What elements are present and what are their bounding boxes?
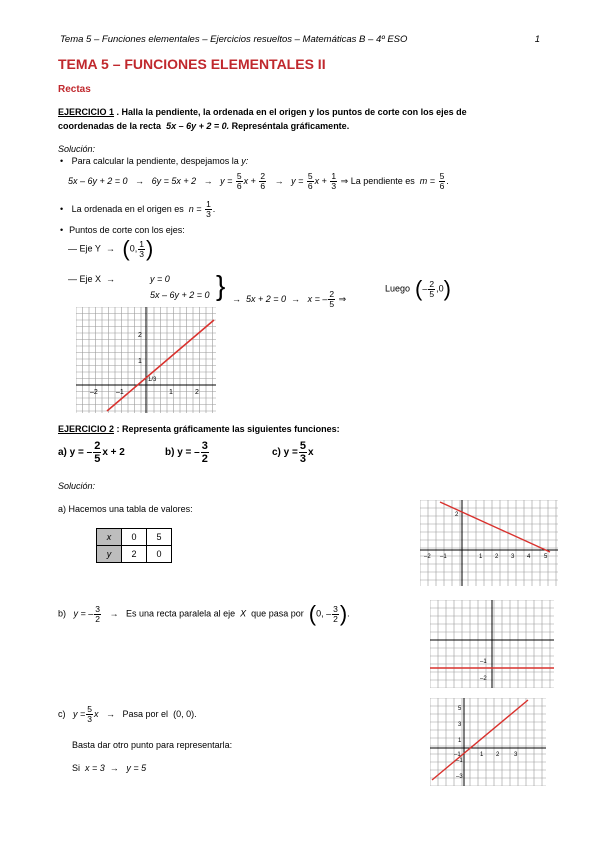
- ex1-solution-label: Solución:: [58, 144, 96, 154]
- ex2-b-text: Es una recta paralela al eje: [126, 608, 236, 619]
- ex2-c-text: Pasa por el: [122, 708, 169, 719]
- ex1-luego-text: Luego: [385, 283, 411, 294]
- ex1-statement: [58, 107, 467, 117]
- ex2-b-eq: y = –: [73, 608, 94, 619]
- ex1-s2: 6y = 5x + 2: [151, 175, 197, 186]
- ex2-fc: c) y = $\frac{5}{3}$ x: [272, 440, 314, 465]
- tick-x: –2: [424, 554, 431, 560]
- ex2-c-point: (0, 0).: [173, 708, 197, 719]
- header-text: Tema 5 – Funciones elementales – Ejercicios resueltos – Matemáticas B – 4º ESO: [60, 34, 408, 45]
- ex2-fa-label: a) y = –: [58, 447, 93, 459]
- line-a: [440, 502, 550, 552]
- tick-y: –3: [456, 774, 463, 780]
- ex2-c-prefix: c): [58, 708, 66, 719]
- tick-y: –2: [480, 676, 487, 682]
- ex2-fa-tail: x + 2: [102, 447, 125, 459]
- ex2-c: c) y = $\frac{5}{3}$ x → Pasa por el (0, 0).: [58, 704, 197, 724]
- tick-x: –1: [440, 554, 447, 560]
- table-cell: 5: [147, 529, 172, 546]
- ex1-eje-y-label: — Eje Y: [68, 243, 101, 254]
- ex1-b1: Para calcular la pendiente, despejamos la: [71, 156, 239, 166]
- ex1-equation: 5x – 6y + 2 = 0.: [166, 121, 230, 131]
- table-cell: 0: [122, 529, 147, 546]
- frac-n: $\frac{1}{3}$: [206, 199, 211, 219]
- values-table: [96, 528, 172, 563]
- page-title: TEMA 5 – FUNCIONES ELEMENTALES II: [58, 56, 326, 72]
- ex2-statement-text: : Representa gráficamente las siguientes funciones:: [114, 424, 340, 434]
- table-row: [97, 529, 172, 546]
- ex2-c-si: Si x = 3 → y = 5: [72, 763, 147, 773]
- ex1-graph: [76, 307, 216, 413]
- tick-x: 1: [480, 752, 484, 758]
- ex1-s1: 5x – 6y + 2 = 0: [68, 175, 128, 186]
- tick-y: 5: [458, 706, 462, 712]
- tick-x: –1: [454, 752, 461, 758]
- ex1-slope-text: La pendiente es: [350, 175, 415, 186]
- ex2-fa: a) y = – $\frac{2}{5}$ x + 2: [58, 440, 125, 465]
- ex1-b1-var: y:: [241, 156, 249, 166]
- tick-y: 2: [455, 512, 459, 518]
- tick-x: 4: [527, 554, 531, 560]
- ex2-b: b) y = – $\frac{3}{2}$ → Es una recta paralela al eje X que pasa por (0, – $\frac{3}{2}$ ).: [58, 601, 350, 626]
- ex1-eje-y: — Eje Y → (0, $\frac{1}{3}$ ): [68, 236, 154, 261]
- ex2-label: EJERCICIO 2: [58, 424, 115, 434]
- ex2-c-tail: x: [94, 708, 99, 719]
- ex1-statement-2a: coordenadas de la recta: [58, 121, 162, 131]
- ex1-sys1: y = 0: [150, 274, 170, 284]
- ex2-c-si-label: Si: [72, 763, 81, 773]
- frac-5-6: $\frac{5}{6}$: [236, 171, 242, 191]
- ex1-b2: La ordenada en el origen es: [71, 203, 184, 214]
- ex1-resolution: → 5x + 2 = 0 → x = – $\frac{2}{5}$ ⇒: [232, 289, 347, 309]
- ex1-label: EJERCICIO 1: [58, 107, 115, 117]
- ex1-bullet-3: • Puntos de corte con los ejes:: [60, 225, 185, 235]
- tick-y: 1: [458, 738, 462, 744]
- ex2-b-axis: X: [240, 608, 247, 619]
- table-cell: 0: [147, 546, 172, 563]
- ex1-n: n =: [188, 203, 202, 214]
- ex2-a-text: a) Hacemos una tabla de valores:: [58, 504, 193, 514]
- frac-m: $\frac{5}{6}$: [439, 171, 445, 191]
- ex2-c-text2: Basta dar otro punto para representarla:: [72, 740, 233, 750]
- tick-y-1: 1: [138, 358, 142, 365]
- tick-x: 2: [495, 554, 499, 560]
- tick-x-m1: –1: [116, 389, 124, 396]
- tick-x: 3: [511, 554, 515, 560]
- ex1-ejex: — Eje X: [68, 274, 102, 284]
- tick-x-1: 1: [169, 389, 173, 396]
- tick-y-1-3: 1/3: [148, 377, 157, 383]
- ex1-eje-x-label: — Eje X →: [68, 274, 116, 284]
- frac-2-6: $\frac{2}{6}$: [260, 171, 266, 191]
- ex2-statement: [58, 424, 340, 434]
- ex1-s3: y =: [220, 175, 233, 186]
- ex1-bullet-2: • La ordenada en el origen es n = $\frac{1}{3}$ .: [60, 200, 215, 219]
- table-cell: 2: [122, 546, 147, 563]
- tick-y-2: 2: [138, 332, 142, 339]
- tick-y: 3: [458, 722, 462, 728]
- ex2-graph-b: [430, 600, 554, 688]
- page-number: 1: [534, 34, 540, 45]
- ex1-m: m =: [419, 175, 436, 186]
- ex1-r2: x = –: [307, 293, 328, 304]
- ex1-bullet-1: [60, 156, 248, 166]
- ex2-fb: b) y = – $\frac{3}{2}$: [165, 440, 208, 465]
- ex1-luego: Luego (– $\frac{2}{5}$ ,0): [385, 276, 451, 301]
- table-cell: y: [97, 546, 122, 563]
- ex2-b-text2: que pasa por: [251, 608, 304, 619]
- ex2-graph-c: [430, 698, 546, 786]
- ex2-fc-label: c) y =: [272, 447, 298, 459]
- tick-y: –1: [480, 659, 487, 665]
- line-c: [432, 700, 528, 780]
- ex1-sys2: 5x – 6y + 2 = 0: [150, 290, 210, 300]
- ex2-fc-tail: x: [307, 447, 314, 459]
- table-row: [97, 546, 172, 563]
- ex1-s4: y =: [291, 175, 304, 186]
- ex1-statement-2: [58, 121, 349, 131]
- ex2-fb-label: b) y = –: [165, 447, 200, 459]
- page-header: [60, 34, 540, 45]
- tick-x: 2: [496, 752, 500, 758]
- tick-x: 5: [544, 554, 548, 560]
- tick-x-2: 2: [195, 389, 199, 396]
- ex1-statement-1: . Halla la pendiente, la ordenada en el origen y los puntos de corte con los ejes de: [114, 107, 467, 117]
- ex2-b-prefix: b): [58, 608, 67, 619]
- tick-x: 3: [514, 752, 518, 758]
- ex1-derivation: 5x – 6y + 2 = 0 → 6y = 5x + 2 → y = $\frac{5}{6}$ x + $\frac{2}{6}$ → y = $\frac{5}{6}$ x + $\frac{1}{3}$ ⇒ La pendiente es m = $\frac{5}{6}$ .: [68, 171, 449, 191]
- ex2-c-x: x = 3: [85, 763, 105, 773]
- tick-x-m2: –2: [90, 389, 98, 396]
- ex2-c-eq: y =: [73, 708, 86, 719]
- ex2-graph-a: [420, 500, 558, 586]
- table-cell: x: [97, 529, 122, 546]
- ex1-r1: 5x + 2 = 0: [246, 293, 287, 304]
- section-title: Rectas: [58, 84, 91, 95]
- tick-y: –1: [456, 758, 463, 764]
- ex2-solution-label: Solución:: [58, 481, 96, 491]
- ex1-brace: }: [216, 270, 226, 301]
- frac-1-3: $\frac{1}{3}$: [331, 171, 337, 191]
- ex2-c-y: y = 5: [126, 763, 147, 773]
- tick-x: 1: [479, 554, 483, 560]
- frac-5-6b: $\frac{5}{6}$: [307, 171, 313, 191]
- ex1-statement-2b: Represéntala gráficamente.: [231, 121, 350, 131]
